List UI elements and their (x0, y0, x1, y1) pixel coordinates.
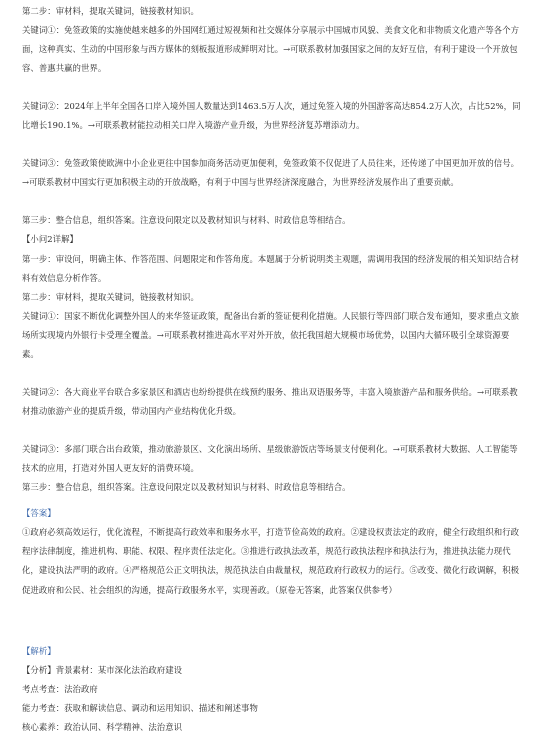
keyword-2-paragraph: 关键词②：2024年上半年全国各口岸入境外国人数量达到1463.5万人次，通过免签入境的外国游客高达854.2万人次，占比52%，同比增长190.1%。→可联系教材能拉动相关口岸入境游产业升级，为世界经济复苏增添动力。 (22, 101, 521, 131)
analysis-core-literacy: 核心素养：政治认同、科学精神、法治意识 (22, 722, 183, 732)
step1-paragraph: 第一步：审设问，明确主体、作答范围、问题限定和作答角度。本题属于分析说明类主观题，需调用我国的经济发展的相关知识结合材料有效信息分析作答。 (22, 254, 520, 284)
keyword-1b-paragraph: 关键词①：国家不断优化调整外国人的来华签证政策，配备出台新的签证便利化措施。人民银行等四部门联合发布通知，要求重点文旅场所实现境内外银行卡受理全覆盖。→可联系教材推进高水平对外开放，依托我国超大规模市场优势，以国内大循环吸引全球资源要素。 (22, 311, 520, 360)
keyword-1-paragraph: 关键词①：免签政策的实施使越来越多的外国网红通过短视频和社交媒体分享展示中国城市风貌、美食文化和非物质文化遗产等各个方面，这种真实、生动的中国形象与西方媒体的刻板报道形成鲜明对比。→可联系教材加强国家之间的友好互信，有利于建设一个开放包容、普惠共赢的世界。 (22, 25, 520, 74)
subquestion-2-heading: 【小问2详解】 (22, 234, 78, 244)
step3-line: 第三步：整合信息，组织答案。注意设问限定以及教材知识与材料、时政信息等相结合。 (22, 215, 351, 225)
analysis-heading: 【解析】 (22, 646, 56, 656)
analysis-background: 【分析】背景素材：某市深化法治政府建设 (22, 665, 183, 675)
step2-line-2: 第二步：审材料，提取关键词，链接教材知识。 (22, 292, 199, 302)
answer-heading: 【答案】 (22, 508, 56, 518)
step3-line-2: 第三步：整合信息，组织答案。注意设问限定以及教材知识与材料、时政信息等相结合。 (22, 482, 351, 492)
analysis-ability: 能力考查：获取和解读信息、调动和运用知识、描述和阐述事物 (22, 703, 258, 713)
keyword-3-paragraph: 关键词③：免签政策使欧洲中小企业更往中国参加商务活动更加便利，免签政策不仅促进了人员往来，还传递了中国更加开放的信号。→可联系教材中国实行更加积极主动的开放战略，有利于中国与世界经济深度融合，为世界经济发展作出了重要贡献。 (22, 158, 520, 188)
keyword-2b-paragraph: 关键词②：各大商业平台联合多家景区和酒店也纷纷提供在线预约服务、推出双语服务等，丰富入境旅游产品和服务供给。→可联系教材推动旅游产业的提质升级，带动国内产业结构优化升级。 (22, 387, 518, 417)
step2-line: 第二步：审材料，提取关键词，链接教材知识。 (22, 6, 199, 16)
keyword-3b-paragraph: 关键词③：多部门联合出台政策，推动旅游景区、文化演出场所、星级旅游饭店等场景支付便利化。→可联系教材大数据、人工智能等技术的应用，打造对外国人更友好的消费环境。 (22, 444, 518, 474)
analysis-topic: 考点考查：法治政府 (22, 684, 98, 694)
answer-paragraph: ①政府必须高效运行，优化流程，不断提高行政效率和服务水平，打造节俭高效的政府。②建设权责法定的政府，健全行政组织和行政程序法律制度，推进机构、职能、权限、程序责任法定化。③推进行政执法改革，规范行政执法程序和执法行为，推进执法能力现代化，建设执法严明的政府。④严格规范公正文明执法，规范执法自由裁量权，规范政府行政权力的运行。⑤改变、微化行政调解，积极促进政府和公民、社会组织的沟通，提高行政服务水平，实现善政。（原卷无答案，此答案仅供参考） (22, 527, 520, 595)
